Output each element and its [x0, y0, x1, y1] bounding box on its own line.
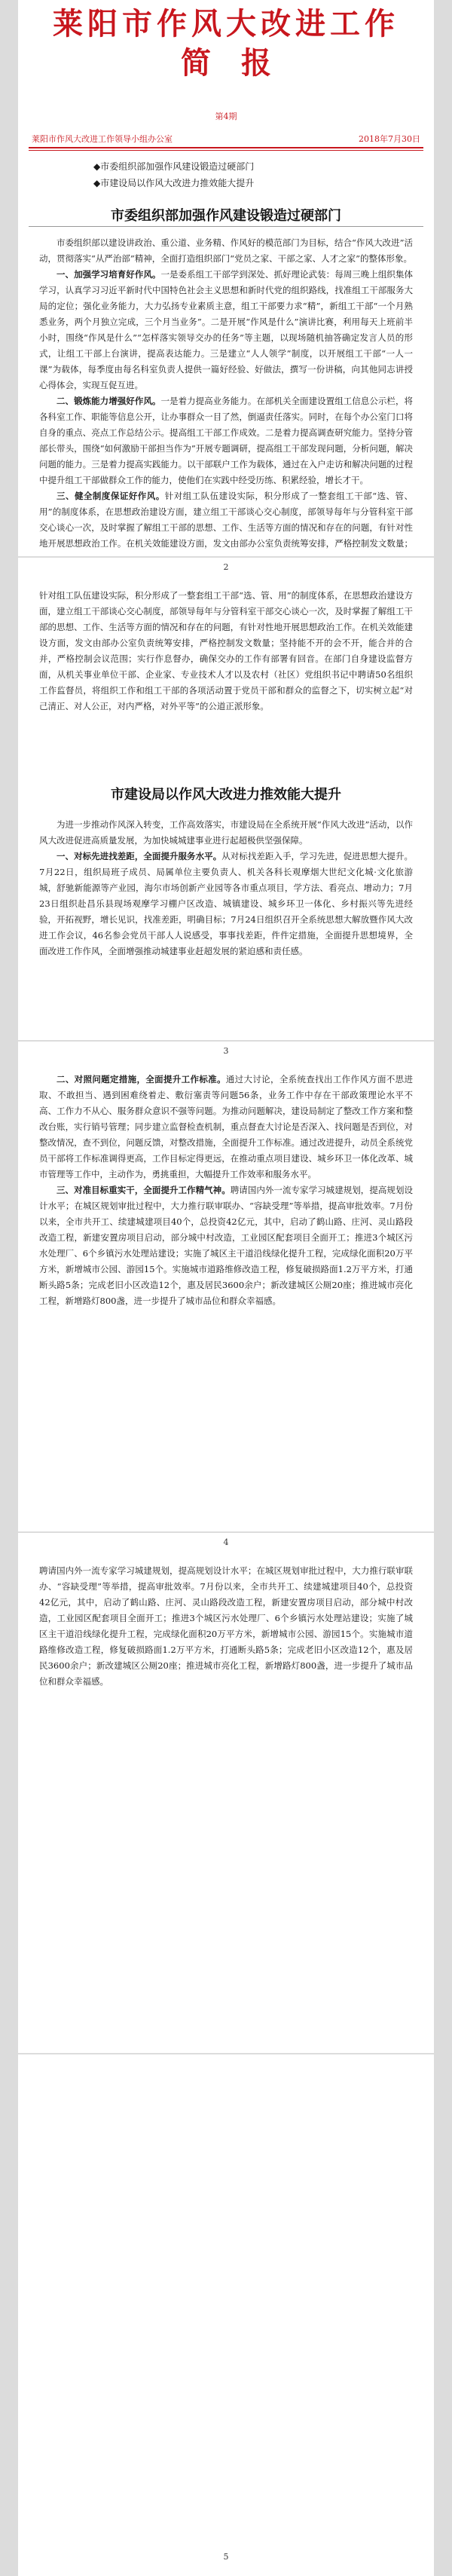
- masthead-subtitle: 简报: [181, 45, 301, 81]
- article-1-body-part-1: [39, 235, 413, 550]
- page-number: 2: [223, 562, 229, 572]
- section-3-lead: 三、健全制度保证好作风。: [56, 491, 165, 501]
- article-2-body-part-3: [39, 1563, 413, 1706]
- section-1-text: 一是委系组工干部学到深处、抓好理论武装：每周三晚上组织集体学习，认真学习习近平新时代中国特色社会主义思想和新时代党的组织路线，找准组工干部服务大局的定位；强化业务能力，大力弘扬专业素质主意，组工干部要力求“精”，新组工干部“一个月熟悉业务，两个月独立完成，三个月当业务”。二是开展“作风是什么”演讲比赛，利用每天上班前半小时，围绕“作风是什么”“怎样落实领导交办的任务”等主题，以现场随机抽答确定发言人员的形式，让组工干部上台演讲，提高表达能力。三是建立“人人领学”制度，以开展组工干部“一人一课”为载体，每季度由每名科室负责人提供一篇好经验、好做法，撰写一份讲稿，向其他同志讲授心得体会，实现互促互进。: [39, 269, 413, 390]
- headline-rule: [29, 226, 423, 227]
- a2-section-2-lead: 二、对照问题定措施，全面提升工作标准。: [56, 1074, 226, 1085]
- page-3: [18, 1042, 434, 1531]
- article-1-headline: 市委组织部加强作风建设锻造过硬部门: [111, 208, 341, 224]
- page-5: [18, 2054, 434, 2576]
- page-number: 4: [223, 1537, 229, 1547]
- section-3-text: 针对组工队伍建设实际，积分形成了一整套组工干部“选、管、用”的制度体系，在思想政治建设方面，建立组工干部谈心交心制度，部领导每年与分管科室干部交心谈心一次，及时掌握了解组工干部的思想、工作、生活等方面的情况和存在的问题，有针对性地开展思想政治工作。在机关效能建设方面，发文由部办公室负责统筹安排，严格控制发文数量；: [39, 491, 413, 549]
- a2-section-3-lead: 三、对准目标重实干，全面提升工作精气神。: [56, 1185, 231, 1195]
- section-1-lead: 一、加强学习培育好作风。: [56, 269, 161, 280]
- section-2-lead: 二、锻炼能力增强好作风。: [56, 396, 161, 406]
- a2-section-1-lead: 一、对标先进找差距，全面提升服务水平。: [56, 851, 222, 861]
- toc-item-2[interactable]: ◆市建设局以作风大改进力推效能大提升: [93, 178, 255, 188]
- masthead-rule-thin: [29, 150, 423, 151]
- article-1-section-1: [39, 267, 413, 393]
- section-2-text: 一是着力提高业务能力。在部机关全面建设置组工信息公示栏，将各科室工作、职能等信息公开，让办事群众一目了然，倒逼责任落实。同时，在每个办公室门口将自身的重点、亮点工作总结公示。提高组工干部工作成效。二是着力提高调查研究能力。坚持分管部长带头，围绕“如何激励干部担当作为”开展专题调研，提高组工干部发现问题，分析问题，解决问题的能力。三是着力提高实践能力。以干部联户工作为载体，通过在入户走访和解决问题的过程中提升组工干部做群众工作的能力，使他们在实践中经受历练、积累经验，增长才干。: [39, 396, 413, 485]
- masthead-rule-thick: [29, 147, 423, 148]
- article-2-section-3: [39, 1182, 413, 1309]
- article-1-section-3: [39, 488, 413, 550]
- article-1-section-3-cont: 针对组工队伍建设实际，积分形成了一整套组工干部“选、管、用”的制度体系，在思想政治建设方面，建立组工干部谈心交心制度，部领导每年与分管科室干部交心谈心一次，及时掌握了解组工干部的思想、工作、生活等方面的情况和存在的问题，有针对性地开展思想政治工作。在机关效能建设方面，发文由部办公室负责统筹安排，严格控制发文数量；坚持能不开的会不开，能合并的合并，严格控制会议范围；实行作息督办，确保交办的工作有部署有回音。在部门自身建设监督方面，从机关事业单位干部、企业家、专业技术人才以及农村（社区）党组织书记中聘请50名组织工作监督员，将组织工作和组工干部的各项活动置于党员干部和群众的监督之下，切实树立起“对己清正、对人公正，对内严格，对外平等”的公道正派形象。: [39, 590, 413, 711]
- page-2: [18, 558, 434, 1040]
- article-1-body-part-2: [39, 588, 413, 739]
- article-1-intro: 市委组织部以建设讲政治、重公道、业务精、作风好的模范部门为目标，结合“作风大改进”活动，贯彻落实“从严治部”精神，全面打造组织部门“党员之家、干部之家、人才之家”的整体形象。: [39, 237, 413, 264]
- page-number: 3: [223, 1046, 229, 1056]
- page-1: [18, 0, 434, 556]
- organizer: 莱阳市作风大改进工作领导小组办公室: [32, 134, 173, 144]
- masthead-title: 莱阳市作风大改进工作: [53, 6, 399, 41]
- page-4: [18, 1533, 434, 2053]
- page-number: 5: [223, 2552, 229, 2562]
- article-2-body-part-2: [39, 1072, 413, 1524]
- article-2-section-2: [39, 1072, 413, 1182]
- issue-number: 第4期: [215, 112, 237, 121]
- article-2-section-3-cont: 聘请国内外一流专家学习城建规划，提高规划设计水平；在城区规划审批过程中，大力推行联审联办、“容缺受理”等举措，提高审批效率。7月份以来，全市共开工、续建城建项目40个，总投资42亿元，其中，启动了鹤山路、庄河、灵山路段改造工程，新建安置房项目启动，部分城中村改造，工业园区配套项目全面开工；推进3个城区污水处理厂、6个乡镇污水处理站建设；实施了城区主干道沿线绿化提升工程，完成绿化面积20万平方米，新增城市公园、游园15个。实施城市道路维修改造工程，修复破损路面1.2万平方米，打通断头路5条；完成老旧小区改造12个，惠及居民3600余户；新改建城区公厕20座；推进城市亮化工程，新增路灯800盏，进一步提升了城市品位和群众幸福感。: [39, 1565, 413, 1687]
- article-2-intro: 为进一步推动作风深入转变，工作高效落实，市建设局在全系统开展“作风大改进”活动，以作风大改进促进高质量发展，为加快城城建事业进行起超极供坚强保障。: [39, 819, 413, 846]
- publish-date: 2018年7月30日: [359, 134, 420, 144]
- a2-section-3-text: 聘请国内外一流专家学习城建规划，提高规划设计水平；在城区规划审批过程中，大力推行联审联办、“容缺受理”等举措，提高审批效率。7月份以来，全市共开工、续建城建项目40个，总投资42亿元，其中，启动了鹤山路、庄河、灵山路段改造工程，新建安置房项目启动，部分城中村改造，工业园区配套项目全面开工；推进3个城区污水处理厂、6个乡镇污水处理站建设；实施了城区主干道沿线绿化提升工程，完成绿化面积20万平方米，新增城市公园、游园15个。实施城市道路维修改造工程，修复破损路面1.2万平方米，打通断头路5条；完成老旧小区改造12个，惠及居民3600余户；新改建城区公厕20座；推进城市亮化工程，新增路灯800盏，进一步提升了城市品位和群众幸福感。: [39, 1185, 413, 1306]
- a2-section-2-text: 通过大讨论，全系统查找出工作作风方面不思进取、不敢担当、遇到困难绕着走、敷衍塞责等问题56条，业务工作中存在干部政策理论水平不高、工作力不从心、服务群众意识不强等问题。为推动问题解决，建设局制定了整改工作方案和整改台账，实行销号管理；同步建立监督检查机制，重点督查大讨论是否深入、找问题是否到位，对整改情况，查不到位，问题反馈，对整改措施，全面提升工作标准。通过改进提升，动员全系统党员干部将工作标准调得更高，工作目标定得更远，在推动重点项目建设、城乡环卫一体化改革、城市管理等工作中，主动作为，勇挑重担，大幅提升工作效率和服务水平。: [39, 1074, 413, 1179]
- article-2-section-1: [39, 849, 413, 959]
- article-2-body-part-1: [39, 817, 413, 1034]
- article-1-section-2: [39, 393, 413, 488]
- toc-item-1[interactable]: ◆市委组织部加强作风建设锻造过硬部门: [93, 161, 255, 172]
- article-2-headline: 市建设局以作风大改进力推效能大提升: [111, 787, 341, 803]
- a2-section-1-text: 从对标找差距入手，学习先进，促进思想大提升。7月22日，组织局班子成员、局属单位主要负责人、机关各科长观摩烟大世纪文化城·文化旅游城，舒驰新能源等产业园，海尔市场创新产业园等各市重点项目，学方法、看亮点、增动力；7月23日组织赴昌乐县现场观摩学习棚户区改造、城镇建设、城乡环卫一体化、乡村振兴等先进经验，开拓视野，增长见识，找准差距，明确目标；7月24日组织召开全系统思想大解放暨作风大改进工作会议，46名参会党员干部人人说感受，事事找差距，件件定措施，全面提升思想境界，全面改进工作作风，全面增强推动城建事业赶超发展的紧迫感和责任感。: [39, 851, 413, 956]
